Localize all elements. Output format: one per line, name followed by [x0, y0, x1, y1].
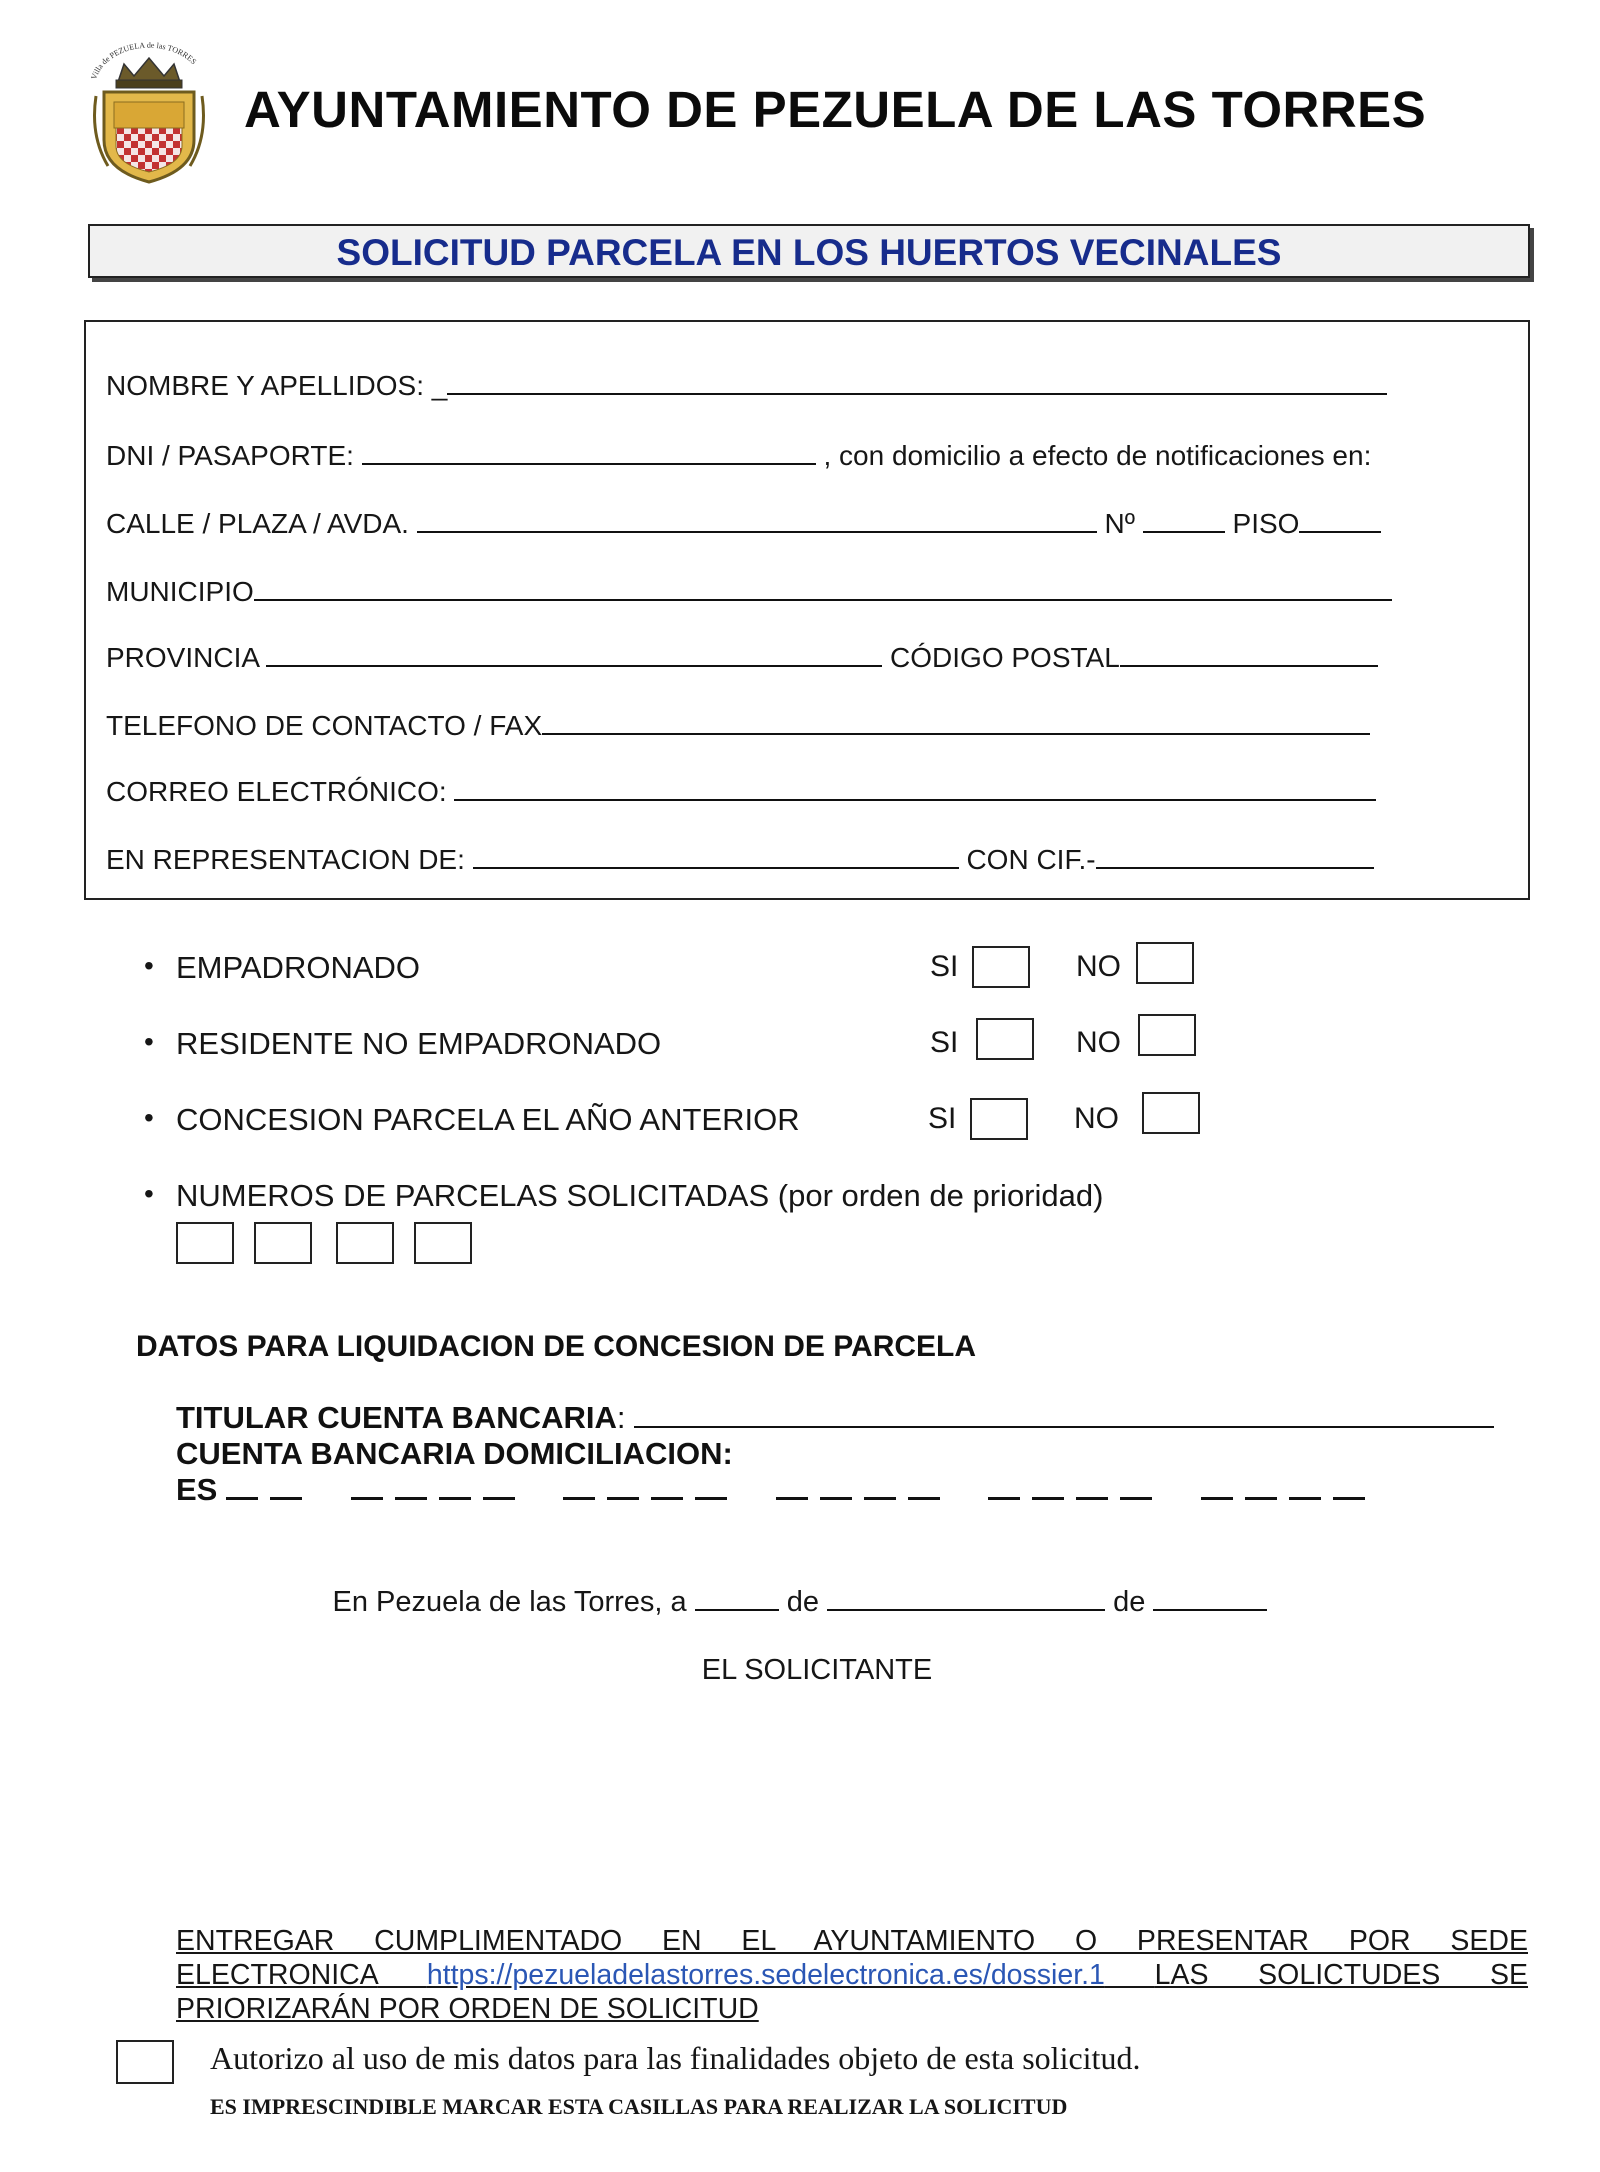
concesion-no-checkbox[interactable] — [1142, 1092, 1200, 1134]
form-title: SOLICITUD PARCELA EN LOS HUERTOS VECINALES — [336, 232, 1282, 273]
parcela-priority-2-box[interactable] — [254, 1222, 312, 1264]
signature-date-row: En Pezuela de las Torres, a de de — [0, 1586, 1600, 1619]
calle-field[interactable] — [417, 509, 1097, 533]
empadronado-si-checkbox[interactable] — [972, 946, 1030, 988]
empadronado-no-checkbox[interactable] — [1136, 942, 1194, 984]
representacion-field[interactable] — [473, 845, 959, 869]
domicilio-label: , con domicilio a efecto de notificaciones en: — [823, 440, 1372, 471]
question-concesion: • CONCESION PARCELA EL AÑO ANTERIOR — [146, 1102, 800, 1138]
nombre-label: NOMBRE Y APELLIDOS: _ — [106, 370, 448, 401]
question-empadronado: • EMPADRONADO — [146, 950, 420, 986]
year-field[interactable] — [1153, 1587, 1267, 1611]
iban-group-2[interactable] — [563, 1472, 739, 1508]
telefono-field[interactable] — [542, 711, 1370, 735]
provincia-label: PROVINCIA — [106, 642, 259, 673]
codigo-postal-label: CÓDIGO POSTAL — [890, 642, 1120, 673]
parcela-priority-1-box[interactable] — [176, 1222, 234, 1264]
page-title: AYUNTAMIENTO DE PEZUELA DE LAS TORRES — [244, 81, 1427, 138]
sede-electronica-link[interactable]: https://pezueladelastorres.sedelectronica.es/dossier.1 — [426, 1959, 1105, 1991]
residente-no-label: NO — [1076, 1026, 1121, 1059]
place-prefix: En Pezuela de las Torres, a — [332, 1586, 687, 1618]
municipal-coat-of-arms-icon — [82, 36, 216, 186]
submission-instructions: ENTREGAR CUMPLIMENTADO EN EL AYUNTAMIENTO O PRESENTAR POR SEDE ELECTRONICA https://pezueladelastorres.sedelectronica.es/dossier.1 LAS SOLICTUDES SE PRIORIZARÁN POR ORDEN DE SOLICITUD — [176, 1925, 1529, 2025]
consent-checkbox[interactable] — [116, 2040, 174, 2084]
concesion-no-label: NO — [1074, 1102, 1119, 1135]
parcela-priority-3-box[interactable] — [336, 1222, 394, 1264]
svg-text:Villa de PEZUELA de las TORRES: Villa de PEZUELA de las TORRES — [89, 40, 199, 81]
month-field[interactable] — [827, 1587, 1105, 1611]
consent-requirement-note: ES IMPRESCINDIBLE MARCAR ESTA CASILLAS PARA REALIZAR LA SOLICITUD — [210, 2094, 1068, 2119]
cuenta-label: CUENTA BANCARIA DOMICILIACION: — [176, 1436, 733, 1471]
parcela-priority-4-box[interactable] — [414, 1222, 472, 1264]
cif-label: CON CIF.- — [966, 844, 1096, 875]
question-parcelas: • NUMEROS DE PARCELAS SOLICITADAS (por orden de prioridad) — [146, 1178, 1103, 1214]
concesion-si-checkbox[interactable] — [970, 1098, 1028, 1140]
form-title-banner — [88, 224, 1530, 278]
representacion-label: EN REPRESENTACION DE: — [106, 844, 465, 875]
numero-field[interactable] — [1143, 509, 1225, 533]
correo-row — [106, 776, 1376, 808]
personal-data-box — [84, 320, 1530, 900]
bank-section-title: DATOS PARA LIQUIDACION DE CONCESION DE PARCELA — [136, 1330, 977, 1363]
codigo-postal-field[interactable] — [1120, 643, 1378, 667]
residente-si-label: SI — [930, 1026, 959, 1059]
iban-check-digits[interactable] — [226, 1472, 314, 1508]
iban-group-4[interactable] — [988, 1472, 1164, 1508]
piso-field[interactable] — [1299, 509, 1381, 533]
titular-field[interactable] — [634, 1404, 1494, 1428]
nombre-field[interactable] — [447, 371, 1387, 395]
municipio-field[interactable] — [254, 577, 1392, 601]
iban-group-3[interactable] — [776, 1472, 952, 1508]
titular-label: TITULAR CUENTA BANCARIA — [176, 1400, 617, 1435]
correo-field[interactable] — [454, 777, 1376, 801]
dni-field[interactable] — [362, 441, 816, 465]
numero-label: Nº — [1104, 508, 1135, 539]
calle-label: CALLE / PLAZA / AVDA. — [106, 508, 409, 539]
provincia-row — [106, 642, 1378, 674]
iban-group-1[interactable] — [351, 1472, 527, 1508]
correo-label: CORREO ELECTRÓNICO: — [106, 776, 447, 807]
empadronado-si-label: SI — [930, 950, 959, 983]
cif-field[interactable] — [1096, 845, 1374, 869]
provincia-field[interactable] — [266, 643, 882, 667]
consent-text: Autorizo al uso de mis datos para las finalidades objeto de esta solicitud. — [210, 2040, 1141, 2076]
question-residente: • RESIDENTE NO EMPADRONADO — [146, 1026, 661, 1062]
residente-si-checkbox[interactable] — [976, 1018, 1034, 1060]
calle-row — [106, 508, 1381, 540]
municipio-row — [106, 576, 1392, 608]
dni-label: DNI / PASAPORTE: — [106, 440, 354, 471]
day-field[interactable] — [695, 1587, 779, 1611]
concesion-si-label: SI — [928, 1102, 957, 1135]
empadronado-no-label: NO — [1076, 950, 1121, 983]
telefono-row — [106, 710, 1370, 742]
titular-row: TITULAR CUENTA BANCARIA: — [176, 1400, 1494, 1436]
piso-label: PISO — [1232, 508, 1300, 539]
signer-label: EL SOLICITANTE — [701, 1654, 933, 1686]
representacion-row — [106, 844, 1374, 876]
dni-row — [106, 440, 1371, 472]
iban-prefix: ES — [176, 1472, 218, 1507]
municipio-label: MUNICIPIO — [106, 576, 254, 607]
iban-group-5[interactable] — [1201, 1472, 1377, 1508]
nombre-row — [106, 370, 1387, 402]
telefono-label: TELEFONO DE CONTACTO / FAX — [106, 710, 543, 741]
iban-row[interactable] — [176, 1472, 1405, 1508]
residente-no-checkbox[interactable] — [1138, 1014, 1196, 1056]
